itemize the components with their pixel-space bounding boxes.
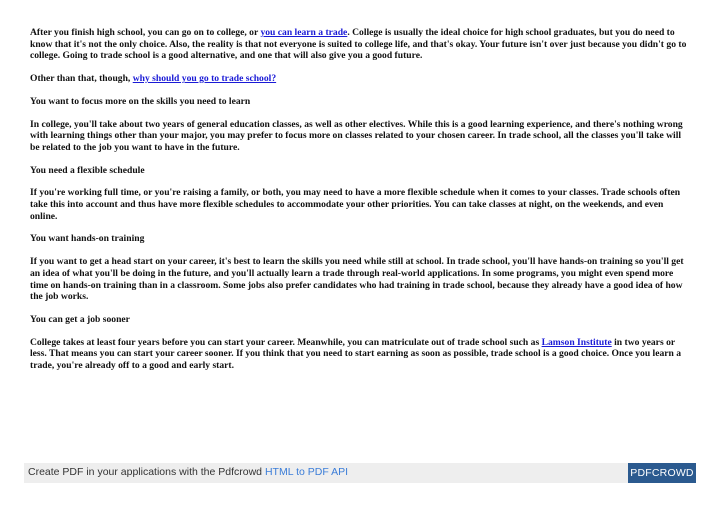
paragraph-focus-skills: In college, you'll take about two years of general education classes, as well as other electives. While this is a good learning experience, and there's nothing wrong with learning things other than your major, you may prefer to focus more on classes related to your chosen career. In trade school, all the classes you'll take will be related to the job you want to have in the future.	[30, 118, 683, 153]
pdfcrowd-button[interactable]: PDFCROWD	[628, 463, 696, 483]
heading-focus-skills: You want to focus more on the skills you need to learn	[30, 95, 251, 107]
paragraph-text: After you finish high school, you can go on to college, or	[30, 27, 261, 38]
paragraph-text: in two years or less. That means you can start your career sooner. If you think that you need to start earning as soon as possible, trade school is a good choice. Once you learn a trade, you're already off to a good and early start.	[30, 336, 682, 372]
paragraph-text: . College is usually the ideal choice for high school graduates, but you do need to know that it's not the only choice. Also, the reality is that not everyone is suited to college life, and that's okay. Your future isn't over just because you didn't go to college. Going to trade school is a good alternative, and one that will also give you a good future.	[30, 27, 687, 62]
paragraph-flexible-schedule: If you're working full time, or you're raising a family, or both, you may need to have a more flexible schedule when it comes to your classes. Trade schools often take this into account and thus have more flexible schedules to accommodate your other priorities. You can take classes at night, on the weekends, and even online.	[30, 187, 681, 222]
paragraph-text: College takes at least four years before you can start your career. Meanwhile, you can matriculate out of trade school such as	[30, 336, 542, 348]
paragraph-text: Other than that, though,	[30, 73, 133, 85]
lamson-institute-link[interactable]: Lamson Institute	[541, 336, 612, 348]
trade-school-link[interactable]: why should you go to trade school?	[132, 73, 277, 85]
pdfcrowd-footer	[24, 463, 696, 483]
html-to-pdf-api-link[interactable]: HTML to PDF API	[264, 466, 348, 478]
heading-job-sooner: You can get a job sooner	[30, 313, 130, 325]
paragraph-hands-on: If you want to get a head start on your career, it's best to learn the skills you need while still at school. In trade school, you'll have hands-on training so you'll get an idea of what you'll be doing in the future, and you'll actually learn a trade through real-world applications. In some programs, you might even spend more time on hands-on training than in a classroom. Some jobs also prefer candidates who had training in trade school, because they already have a good idea of how the job works.	[30, 256, 684, 303]
heading-flexible-schedule: You need a flexible schedule	[30, 164, 145, 176]
learn-trade-link[interactable]: you can learn a trade	[260, 27, 348, 38]
paragraph-intro	[30, 27, 692, 62]
footer-text	[28, 466, 348, 478]
paragraph-question	[30, 73, 692, 85]
paragraph-job-sooner	[30, 337, 692, 372]
footer-caption: Create PDF in your applications with the Pdfcrowd	[28, 466, 265, 478]
heading-hands-on: You want hands-on training	[30, 233, 145, 245]
article-body	[30, 27, 692, 383]
